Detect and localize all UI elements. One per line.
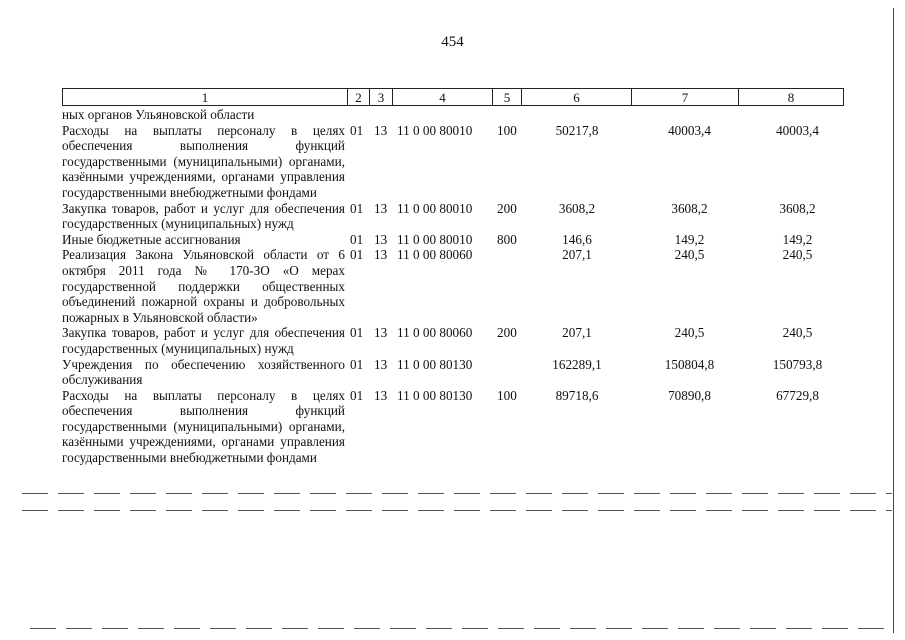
row-value-8: 67729,8 [776,387,819,403]
table-row [62,201,862,232]
row-value-7: 150804,8 [664,356,715,372]
row-value-8: 150793,8 [772,356,823,372]
row-rz: 01 [350,122,364,138]
row-rz: 01 [350,387,364,403]
row-value-6: 89718,6 [555,387,599,403]
scan-artifact-line [30,628,890,629]
header-col-6: 6 [522,89,632,105]
row-value-7: 40003,4 [668,122,711,138]
row-vr: 200 [497,325,517,341]
row-value-7: 240,5 [674,325,705,341]
page-edge [893,8,894,633]
row-name: Иные бюджетные ассигнования [62,231,241,247]
row-cs: 11 0 00 80010 [397,231,473,247]
table-row [62,107,862,123]
table-row [62,123,862,201]
row-pr: 13 [374,387,388,403]
row-value-8: 3608,2 [779,200,816,216]
row-value-7: 149,2 [674,231,705,247]
header-col-2: 2 [348,89,370,105]
header-col-4: 4 [393,89,493,105]
row-cs: 11 0 00 80130 [397,356,473,372]
row-cs: 11 0 00 80060 [397,247,473,263]
row-pr: 13 [374,325,388,341]
row-cs: 11 0 00 80130 [397,387,473,403]
row-rz: 01 [350,356,364,372]
row-vr: 100 [497,122,517,138]
scan-artifact-line [22,493,892,494]
row-rz: 01 [350,231,364,247]
header-col-5: 5 [493,89,522,105]
row-name: Расходы на выплаты персоналу в целях обеспечения выполнения функций государственными (муниципальными) органами, казёнными учреждениями, органами управления государственными внебюджетными фондами [62,387,345,466]
header-col-3: 3 [370,89,393,105]
table-row [62,232,862,248]
header-col-1: 1 [63,89,348,105]
table-body [62,107,862,466]
row-value-8: 149,2 [782,231,813,247]
row-pr: 13 [374,356,388,372]
row-value-8: 40003,4 [776,122,819,138]
header-col-8: 8 [787,90,795,105]
row-vr: 800 [497,231,517,247]
row-value-6: 207,1 [562,247,592,263]
table-header [62,88,844,106]
row-name: Учреждения по обеспечению хозяйственного обслуживания [62,356,345,388]
row-name: Закупка товаров, работ и услуг для обеспечения государственных (муниципальных) нужд [62,200,345,232]
table-row [62,247,862,325]
page-number: 454 [441,34,464,50]
scan-artifact-line [22,510,892,511]
row-rz: 01 [350,325,364,341]
row-value-6: 146,6 [562,231,592,247]
row-vr: 200 [497,200,517,216]
row-pr: 13 [374,122,388,138]
table-row [62,357,862,388]
row-value-7: 70890,8 [668,387,711,403]
row-cs: 11 0 00 80010 [397,122,473,138]
row-pr: 13 [374,200,388,216]
row-rz: 01 [350,200,364,216]
row-name: Закупка товаров, работ и услуг для обеспечения государственных (муниципальных) нужд [62,325,345,356]
table-row [62,388,862,466]
row-value-8: 240,5 [782,325,813,341]
row-value-7: 3608,2 [671,200,708,216]
row-value-6: 162289,1 [552,356,602,372]
row-value-6: 50217,8 [555,122,599,138]
row-value-6: 207,1 [562,325,592,341]
row-name: Расходы на выплаты персоналу в целях обеспечения выполнения функций государственными (муниципальными) органами, казёнными учреждениями, органами управления государственными внебюджетными фондами [62,122,345,200]
row-cs: 11 0 00 80010 [397,200,473,216]
row-pr: 13 [374,247,388,263]
row-value-7: 240,5 [674,247,705,263]
row-cs: 11 0 00 80060 [397,325,473,341]
row-value-6: 3608,2 [558,200,596,216]
table-row [62,325,862,356]
row-name: Реализация Закона Ульяновской области от 6 октября 2011 года № 170-ЗО «О мерах государственной поддержки общественных объединений пожарной охраны и добровольных пожарных в Ульяновской области» [62,247,345,325]
row-value-8: 240,5 [782,247,813,263]
row-pr: 13 [374,231,388,247]
header-col-7: 7 [632,89,739,105]
row-rz: 01 [350,247,364,263]
row-vr: 100 [497,387,517,403]
row-name: ных органов Ульяновской области [62,107,255,122]
